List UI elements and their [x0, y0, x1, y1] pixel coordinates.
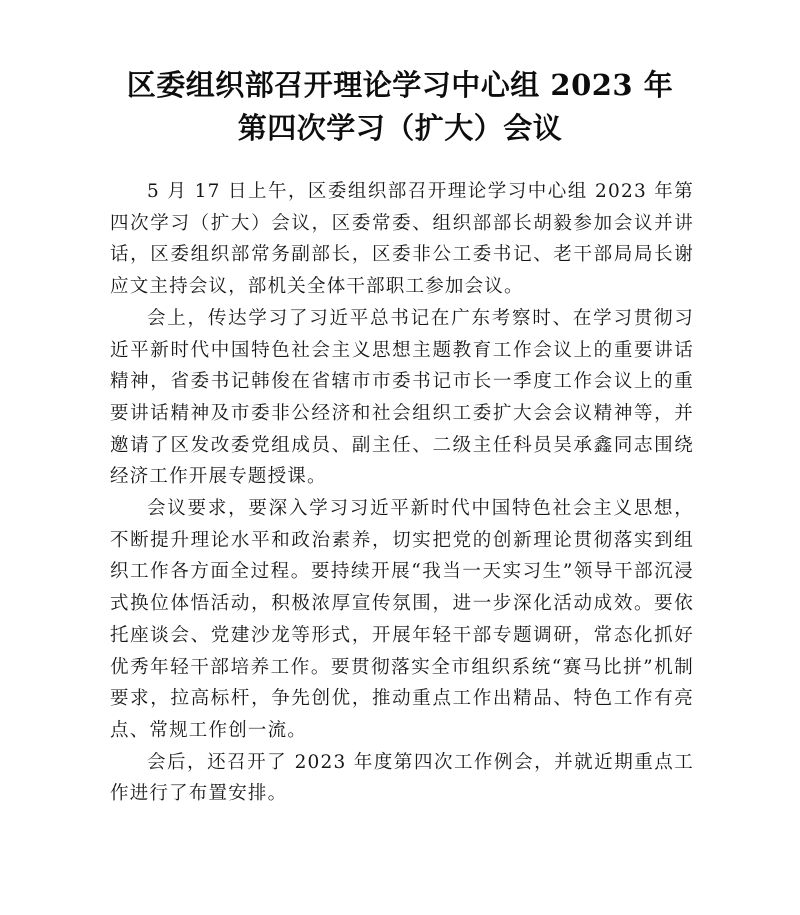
paragraph-2: 会上，传达学习了习近平总书记在广东考察时、在学习贯彻习近平新时代中国特色社会主义思想主题教育工作会议上的重要讲话精神，省委书记韩俊在省辖市市委书记市长一季度工作会议上的重要讲话精神及市委非公经济和社会组织工委扩大会会议精神等，并邀请了区发改委党组成员、副主任、二级主任科员吴承鑫同志围绕经济工作开展专题授课。 — [110, 307, 694, 488]
paragraph-3: 会议要求，要深入学习习近平新时代中国特色社会主义思想，不断提升理论水平和政治素养，切实把党的创新理论贯彻落实到组织工作各方面全过程。要持续开展“我当一天实习生”领导干部沉浸式换位体悟活动，积极浓厚宣传氛围，进一步深化活动成效。要依托座谈会、党建沙龙等形式，开展年轻干部专题调研，常态化抓好优秀年轻干部培养工作。要贯彻落实全市组织系统“赛马比拼”机制要求，拉高标杆，争先创优，推动重点工作出精品、特色工作有亮点、常规工作创一流。 — [110, 498, 694, 741]
document-title — [100, 64, 700, 150]
paragraph-4: 会后，还召开了 2023 年度第四次工作例会，并就近期重点工作进行了布置安排。 — [110, 751, 694, 805]
document-body — [110, 176, 694, 810]
paragraph-1: 5 月 17 日上午，区委组织部召开理论学习中心组 2023 年第四次学习（扩大）会议，区委常委、组织部部长胡毅参加会议并讲话，区委组织部常务副部长，区委非公工委书记、老干部局局长谢应文主持会议，部机关全体干部职工参加会议。 — [110, 181, 694, 298]
title-line-2: 第四次学习（扩大）会议 — [237, 111, 563, 145]
title-line-1: 区委组织部召开理论学习中心组 2023 年 — [126, 68, 674, 102]
